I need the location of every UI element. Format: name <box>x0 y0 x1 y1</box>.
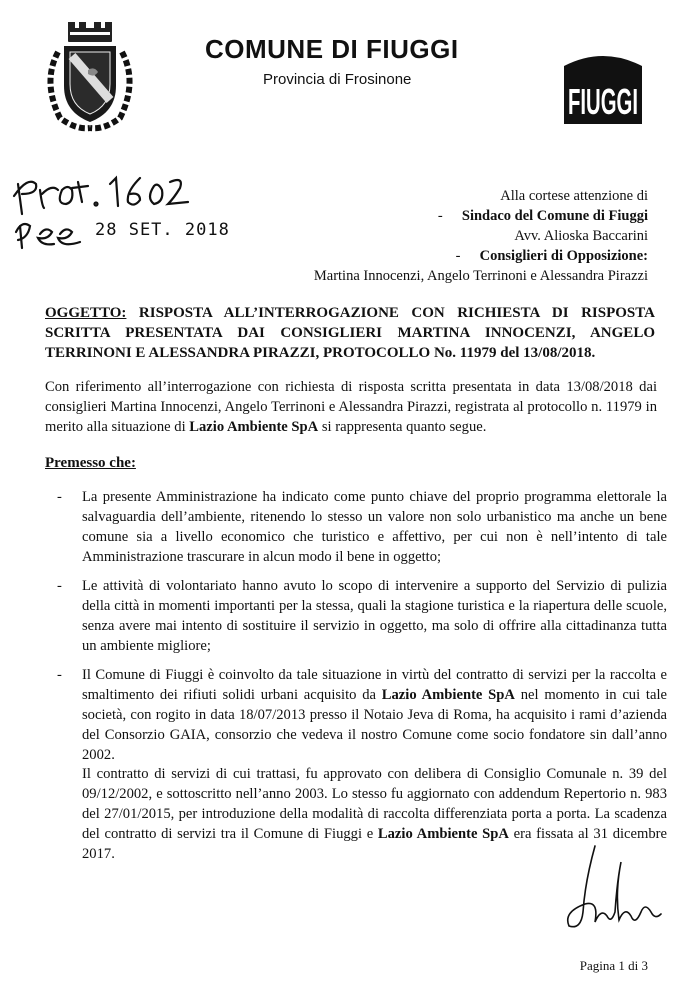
intro-text-end: si rappresenta quanto segue. <box>318 419 487 435</box>
contract-text-end: era fissata al 31 dicembre 2017. <box>82 826 667 862</box>
addressee-intro: Alla cortese attenzione di <box>500 188 648 204</box>
date-stamp: 28 SET. 2018 <box>95 220 230 240</box>
municipal-crest-icon <box>36 22 144 134</box>
contract-text: Il contratto di servizi di cui trattasi, fu approvato con delibera di Consiglio Comunale n. 39 del 09/12/2002, e sottoscritto nell’anno 2003. Lo stesso fu aggiornato con addendum Repertorio n. 983 del 27/01/2015, per introduzione della modalità di raccolta differenziata porta a porta. La scadenza del contratto di servizi tra il Comune di Fiuggi e <box>82 766 667 842</box>
subject-label: OGGETTO: <box>45 305 127 321</box>
subject-text: RISPOSTA ALL’INTERROGAZIONE CON RICHIESTA DI RISPOSTA SCRITTA PRESENTATA DAI CONSIGLIERI MARTINA INNOCENZI, ANGELO TERRINONI E ALESSANDRA PIRAZZI, PROTOCOLLO No. 11979 del 13/08/2018. <box>45 305 655 361</box>
recipient-councillors: Consiglieri di Opposizione: <box>479 248 648 264</box>
list-item <box>57 576 667 656</box>
bullet-text <box>82 665 667 765</box>
page-number: Pagina 1 di 3 <box>579 958 648 973</box>
bullet-text: La presente Amministrazione ha indicato come punto chiave del proprio programma elettorale la salvaguardia dell’ambiente, ritenendo lo stesso un valore non solo urbanistico ma anche un bene comune sia a livello economico che turistico e affettivo, per cui non è nell’intento di tale Amministrazione trascurare in alcun modo il bene in oggetto; <box>82 489 667 565</box>
recipient-mayor-name: Avv. Alioska Baccarini <box>514 228 648 244</box>
bullet-mark: - <box>57 578 62 594</box>
list-item <box>57 665 667 765</box>
bullet-company: Lazio Ambiente SpA <box>381 687 515 703</box>
bullet-text: Le attività di volontariato hanno avuto lo scopo di intervenire a supporto del Servizio di pulizia della città in momenti importanti per la stessa, quali la stagione turistica e la riapertura delle scuole, senza avere mai intento di sostituire il servizio in oggetto, ma solo di offrire alla cittadinanza tutta un ambiente migliore; <box>82 578 667 654</box>
logo-text: FIUGGI <box>568 81 638 122</box>
handwritten-signature <box>555 842 665 937</box>
bullet-mark: - <box>57 667 62 683</box>
subject <box>45 303 655 363</box>
page-subtitle: Provincia di Frosinone <box>263 71 412 88</box>
fiuggi-logo <box>560 44 646 130</box>
recipient-mayor: Sindaco del Comune di Fiuggi <box>461 208 648 224</box>
handwritten-protocol <box>8 168 238 256</box>
bullet-text-part: nel momento in cui tale società, con rogito in data 18/07/2013 presso il Notaio Jeva di Roma, ha acquisito i rami d’azienda del Consorzio GAIA, consorzio che vedeva il nostro Comune come socio fondatore sin dall’anno 2002. <box>82 687 667 763</box>
bullet-mark: - <box>57 489 62 505</box>
addressee-block <box>314 186 648 286</box>
intro-paragraph <box>45 377 657 437</box>
recipient-councillors-names: Martina Innocenzi, Angelo Terrinoni e Alessandra Pirazzi <box>313 268 648 284</box>
list-item <box>57 487 667 567</box>
section-heading: Premesso che: <box>45 455 136 471</box>
intro-text: Con riferimento all’interrogazione con richiesta di risposta scritta presentata in data 13/08/2018 dai consiglieri Martina Innocenzi, Angelo Terrinoni e Alessandra Pirazzi, registrata al protocollo n. 11979 in merito alla situazione di <box>45 379 657 435</box>
intro-company: Lazio Ambiente SpA <box>189 419 319 435</box>
addressee-dash: - <box>437 208 443 224</box>
bullet-text-part: Il Comune di Fiuggi è coinvolto da tale situazione in virtù del contratto di servizi per la raccolta e smaltimento dei rifiuti solidi urbani acquisito da <box>82 667 667 703</box>
contract-company: Lazio Ambiente SpA <box>377 826 509 842</box>
page-title: COMUNE DI FIUGGI <box>205 34 459 64</box>
addressee-dash: - <box>455 248 461 264</box>
